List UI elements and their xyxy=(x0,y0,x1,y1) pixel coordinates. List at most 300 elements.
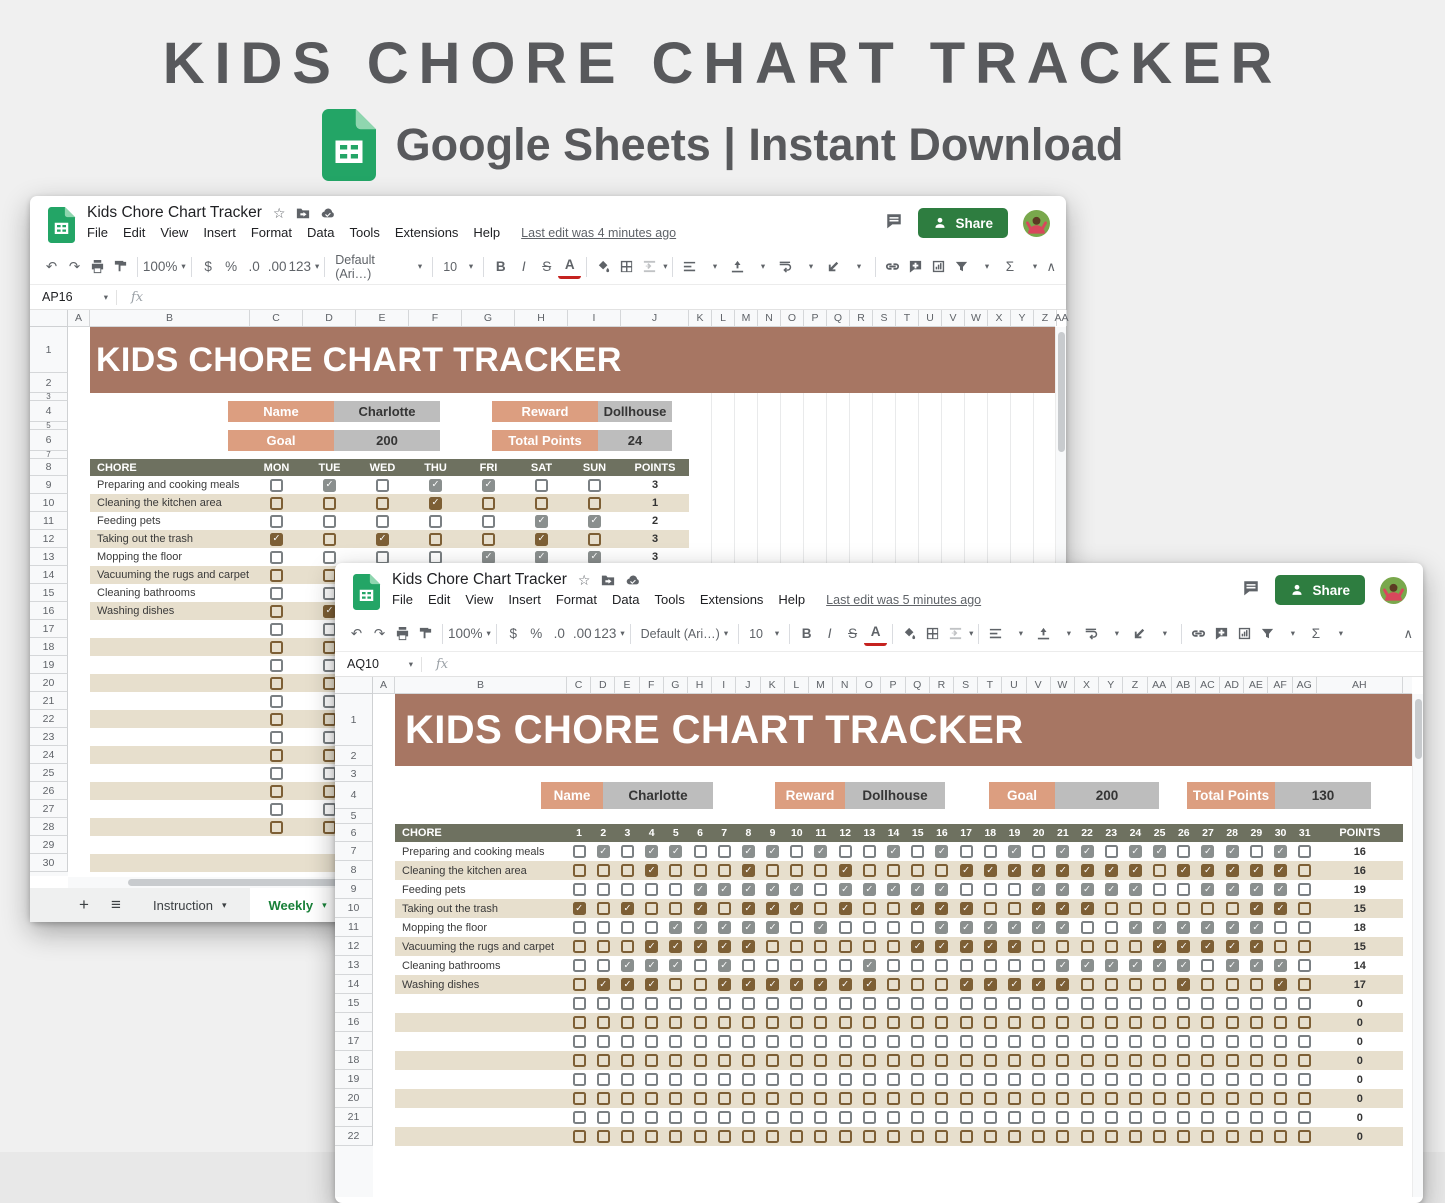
checkbox-day-2[interactable] xyxy=(597,1130,610,1143)
column-header[interactable]: O xyxy=(857,677,881,693)
row-header[interactable]: 18 xyxy=(30,638,68,656)
checkbox-day-14[interactable] xyxy=(887,1130,900,1143)
checkbox-day-12[interactable] xyxy=(839,997,852,1010)
checkbox-day-4[interactable]: ✓ xyxy=(645,845,658,858)
row-header[interactable]: 11 xyxy=(335,918,373,937)
checkbox-day-15[interactable] xyxy=(911,1016,924,1029)
column-header[interactable]: AH xyxy=(1317,677,1403,693)
checkbox-day-24[interactable] xyxy=(1129,1130,1142,1143)
column-header[interactable]: G xyxy=(664,677,688,693)
column-header[interactable]: U xyxy=(1002,677,1026,693)
row-header[interactable]: 17 xyxy=(335,1032,373,1051)
checkbox-day-22[interactable] xyxy=(1081,1016,1094,1029)
menu-item-format[interactable]: Format xyxy=(555,592,597,607)
checkbox-day-1[interactable]: ✓ xyxy=(573,902,586,915)
checkbox-day-9[interactable] xyxy=(766,997,779,1010)
checkbox-day-13[interactable] xyxy=(863,864,876,877)
checkbox-day-11[interactable] xyxy=(814,1016,827,1029)
checkbox-day-7[interactable] xyxy=(718,864,731,877)
bold-icon[interactable]: B xyxy=(495,259,506,274)
checkbox-day-18[interactable]: ✓ xyxy=(984,864,997,877)
checkbox-day-24[interactable]: ✓ xyxy=(1129,959,1142,972)
checkbox-day-15[interactable] xyxy=(911,978,924,991)
checkbox-day-19[interactable]: ✓ xyxy=(1008,864,1021,877)
checkbox-day-17[interactable]: ✓ xyxy=(960,921,973,934)
checkbox-day-13[interactable] xyxy=(863,997,876,1010)
checkbox-day-26[interactable]: ✓ xyxy=(1177,921,1190,934)
row-header[interactable]: 8 xyxy=(30,459,68,476)
row-header[interactable]: 1 xyxy=(30,327,68,373)
checkbox-day-24[interactable]: ✓ xyxy=(1129,883,1142,896)
checkbox-day-26[interactable] xyxy=(1177,1054,1190,1067)
checkbox-day-12[interactable] xyxy=(839,1073,852,1086)
checkbox-day-12[interactable] xyxy=(839,921,852,934)
checkbox-day-4[interactable] xyxy=(645,1092,658,1105)
checkbox-day-11[interactable] xyxy=(814,1073,827,1086)
checkbox-day-31[interactable] xyxy=(1298,864,1311,877)
checkbox-day-10[interactable]: ✓ xyxy=(790,978,803,991)
checkbox-day-11[interactable]: ✓ xyxy=(814,845,827,858)
checkbox-day-16[interactable]: ✓ xyxy=(935,883,948,896)
checkbox-day-16[interactable]: ✓ xyxy=(935,845,948,858)
checkbox-day-29[interactable]: ✓ xyxy=(1250,959,1263,972)
column-header[interactable]: H xyxy=(515,310,568,326)
row-header[interactable]: 9 xyxy=(335,880,373,899)
menu-item-help[interactable]: Help xyxy=(778,592,806,607)
checkbox-day-29[interactable] xyxy=(1250,1092,1263,1105)
checkbox-day-4[interactable]: ✓ xyxy=(645,864,658,877)
checkbox-day-1[interactable] xyxy=(573,1092,586,1105)
checkbox-day-19[interactable] xyxy=(1008,1054,1021,1067)
checkbox-day-1[interactable] xyxy=(573,940,586,953)
checkbox-day-29[interactable]: ✓ xyxy=(1250,883,1263,896)
strikethrough-icon[interactable]: S xyxy=(848,626,858,641)
checkbox-day-22[interactable]: ✓ xyxy=(1081,864,1094,877)
checkbox-day-16[interactable] xyxy=(935,1073,948,1086)
row-header[interactable]: 19 xyxy=(335,1070,373,1089)
row-header[interactable]: 1 xyxy=(335,694,373,746)
checkbox-day-10[interactable] xyxy=(790,921,803,934)
column-header[interactable]: T xyxy=(896,310,919,326)
checkbox-day-31[interactable] xyxy=(1298,978,1311,991)
chevron-down-icon[interactable]: ▾ xyxy=(808,261,814,271)
checkbox-day-20[interactable] xyxy=(1032,1035,1045,1048)
checkbox-day-21[interactable]: ✓ xyxy=(1056,959,1069,972)
checkbox-day-20[interactable]: ✓ xyxy=(1032,978,1045,991)
chevron-down-icon[interactable]: ▾ xyxy=(1290,628,1296,638)
column-header[interactable]: A xyxy=(373,677,395,693)
checkbox-day-8[interactable] xyxy=(742,1073,755,1086)
checkbox-day-6[interactable]: ✓ xyxy=(535,551,548,564)
checkbox-day-28[interactable] xyxy=(1226,1092,1239,1105)
checkbox-day-3[interactable]: ✓ xyxy=(621,978,634,991)
checkbox-day-12[interactable] xyxy=(839,940,852,953)
checkbox-day-16[interactable] xyxy=(935,1035,948,1048)
checkbox-day-2[interactable]: ✓ xyxy=(323,479,336,492)
checkbox-day-4[interactable] xyxy=(645,1111,658,1124)
column-header[interactable]: AC xyxy=(1196,677,1220,693)
checkbox-day-5[interactable] xyxy=(669,1054,682,1067)
checkbox-day-18[interactable] xyxy=(984,1130,997,1143)
percent-format-icon[interactable]: % xyxy=(225,259,238,274)
add-sheet-icon[interactable]: + xyxy=(79,895,89,914)
functions-icon[interactable]: Σ xyxy=(1005,259,1015,274)
checkbox-day-30[interactable] xyxy=(1274,1092,1287,1105)
checkbox-day-19[interactable]: ✓ xyxy=(1008,978,1021,991)
info-value-cell[interactable]: Dollhouse xyxy=(845,782,945,809)
menu-item-tools[interactable]: Tools xyxy=(654,592,685,607)
checkbox-day-22[interactable]: ✓ xyxy=(1081,902,1094,915)
checkbox-day-19[interactable] xyxy=(1008,1092,1021,1105)
row-header[interactable]: 7 xyxy=(30,451,68,459)
checkbox-day-15[interactable]: ✓ xyxy=(911,902,924,915)
checkbox-day-24[interactable] xyxy=(1129,902,1142,915)
checkbox-day-17[interactable] xyxy=(960,1035,973,1048)
checkbox-day-17[interactable] xyxy=(960,1054,973,1067)
insert-link-icon[interactable] xyxy=(881,255,904,279)
checkbox-day-5[interactable] xyxy=(482,515,495,528)
checkbox-day-6[interactable]: ✓ xyxy=(694,940,707,953)
checkbox-day-31[interactable] xyxy=(1298,902,1311,915)
column-header[interactable]: AG xyxy=(1293,677,1317,693)
checkbox-day-7[interactable]: ✓ xyxy=(718,921,731,934)
sheet-tab-instruction[interactable] xyxy=(134,888,246,922)
column-header[interactable]: N xyxy=(833,677,857,693)
checkbox-day-28[interactable]: ✓ xyxy=(1226,845,1239,858)
checkbox-day-28[interactable] xyxy=(1226,978,1239,991)
checkbox-day-25[interactable]: ✓ xyxy=(1153,940,1166,953)
checkbox-day-30[interactable] xyxy=(1274,1035,1287,1048)
checkbox-day-31[interactable] xyxy=(1298,1130,1311,1143)
row-header[interactable]: 5 xyxy=(30,422,68,430)
checkbox-day-18[interactable] xyxy=(984,883,997,896)
checkbox-day-28[interactable] xyxy=(1226,1130,1239,1143)
checkbox-day-2[interactable] xyxy=(597,902,610,915)
column-header[interactable]: P xyxy=(804,310,827,326)
row-header[interactable]: 22 xyxy=(30,710,68,728)
currency-format-icon[interactable]: $ xyxy=(204,259,212,274)
checkbox-day-4[interactable] xyxy=(645,883,658,896)
checkbox-day-3[interactable]: ✓ xyxy=(621,959,634,972)
checkbox-day-19[interactable]: ✓ xyxy=(1008,940,1021,953)
checkbox-day-26[interactable] xyxy=(1177,1073,1190,1086)
checkbox-day-3[interactable] xyxy=(376,551,389,564)
checkbox-day-8[interactable] xyxy=(742,1054,755,1067)
checkbox-day-31[interactable] xyxy=(1298,845,1311,858)
checkbox-day-25[interactable] xyxy=(1153,1035,1166,1048)
checkbox-day-13[interactable] xyxy=(863,1073,876,1086)
checkbox-day-2[interactable] xyxy=(323,533,336,546)
checkbox-day-11[interactable]: ✓ xyxy=(814,921,827,934)
checkbox-day-25[interactable] xyxy=(1153,1054,1166,1067)
checkbox-day-20[interactable] xyxy=(1032,940,1045,953)
menu-item-help[interactable]: Help xyxy=(473,225,501,240)
checkbox-day-13[interactable] xyxy=(863,902,876,915)
checkbox-day-23[interactable]: ✓ xyxy=(1105,959,1118,972)
checkbox-day-1[interactable] xyxy=(573,1016,586,1029)
checkbox-day-17[interactable] xyxy=(960,883,973,896)
checkbox-day-8[interactable]: ✓ xyxy=(742,940,755,953)
checkbox-day-22[interactable] xyxy=(1081,978,1094,991)
vertical-align-icon[interactable] xyxy=(1032,622,1055,646)
checkbox-day-18[interactable] xyxy=(984,902,997,915)
checkbox-day-17[interactable] xyxy=(960,1073,973,1086)
checkbox-day-7[interactable] xyxy=(588,497,601,510)
checkbox-day-4[interactable] xyxy=(645,902,658,915)
checkbox-day-1[interactable] xyxy=(270,731,283,744)
checkbox-day-21[interactable] xyxy=(1056,1035,1069,1048)
checkbox-day-24[interactable] xyxy=(1129,997,1142,1010)
checkbox-day-12[interactable] xyxy=(839,1111,852,1124)
checkbox-day-12[interactable]: ✓ xyxy=(839,978,852,991)
checkbox-day-8[interactable] xyxy=(742,959,755,972)
checkbox-day-16[interactable] xyxy=(935,1054,948,1067)
share-button[interactable] xyxy=(1275,575,1365,605)
filter-icon[interactable] xyxy=(950,255,973,279)
column-header[interactable]: U xyxy=(919,310,942,326)
checkbox-day-8[interactable]: ✓ xyxy=(742,864,755,877)
info-value-cell[interactable]: 130 xyxy=(1275,782,1371,809)
column-header[interactable]: Z xyxy=(1123,677,1147,693)
menu-item-extensions[interactable]: Extensions xyxy=(394,225,459,240)
checkbox-day-5[interactable]: ✓ xyxy=(482,551,495,564)
checkbox-day-14[interactable]: ✓ xyxy=(887,883,900,896)
checkbox-day-29[interactable] xyxy=(1250,845,1263,858)
checkbox-day-2[interactable] xyxy=(597,1054,610,1067)
checkbox-day-21[interactable]: ✓ xyxy=(1056,883,1069,896)
checkbox-day-18[interactable] xyxy=(984,1035,997,1048)
checkbox-day-31[interactable] xyxy=(1298,997,1311,1010)
checkbox-day-17[interactable] xyxy=(960,959,973,972)
column-header[interactable]: E xyxy=(356,310,409,326)
column-header[interactable]: B xyxy=(395,677,567,693)
checkbox-day-8[interactable]: ✓ xyxy=(742,845,755,858)
checkbox-day-5[interactable] xyxy=(669,864,682,877)
checkbox-day-23[interactable] xyxy=(1105,978,1118,991)
functions-icon[interactable]: Σ xyxy=(1311,626,1321,641)
checkbox-day-6[interactable] xyxy=(694,978,707,991)
checkbox-day-30[interactable]: ✓ xyxy=(1274,845,1287,858)
bold-icon[interactable]: B xyxy=(801,626,812,641)
fill-color-icon[interactable] xyxy=(592,255,615,279)
row-header[interactable]: 12 xyxy=(30,530,68,548)
checkbox-day-26[interactable] xyxy=(1177,1092,1190,1105)
checkbox-day-24[interactable] xyxy=(1129,1054,1142,1067)
checkbox-day-26[interactable]: ✓ xyxy=(1177,978,1190,991)
checkbox-day-15[interactable] xyxy=(911,1073,924,1086)
checkbox-day-25[interactable] xyxy=(1153,1130,1166,1143)
checkbox-day-23[interactable] xyxy=(1105,1111,1118,1124)
checkbox-day-15[interactable] xyxy=(911,864,924,877)
checkbox-day-19[interactable] xyxy=(1008,883,1021,896)
checkbox-day-3[interactable] xyxy=(621,1073,634,1086)
checkbox-day-1[interactable] xyxy=(270,641,283,654)
chevron-down-icon[interactable]: ▾ xyxy=(1018,628,1024,638)
checkbox-day-5[interactable]: ✓ xyxy=(669,921,682,934)
checkbox-day-9[interactable] xyxy=(766,1016,779,1029)
checkbox-day-12[interactable] xyxy=(839,1054,852,1067)
checkbox-day-10[interactable] xyxy=(790,1073,803,1086)
checkbox-day-9[interactable] xyxy=(766,940,779,953)
checkbox-day-28[interactable]: ✓ xyxy=(1226,959,1239,972)
checkbox-day-20[interactable]: ✓ xyxy=(1032,902,1045,915)
checkbox-day-26[interactable] xyxy=(1177,1035,1190,1048)
checkbox-day-18[interactable]: ✓ xyxy=(984,978,997,991)
decrease-decimals-icon[interactable]: .0 xyxy=(553,626,565,641)
checkbox-day-16[interactable] xyxy=(935,1130,948,1143)
menu-item-edit[interactable]: Edit xyxy=(427,592,451,607)
column-header[interactable]: AA xyxy=(1148,677,1172,693)
column-header[interactable]: L xyxy=(712,310,735,326)
checkbox-day-7[interactable]: ✓ xyxy=(718,940,731,953)
checkbox-day-4[interactable] xyxy=(645,1130,658,1143)
checkbox-day-20[interactable] xyxy=(1032,1054,1045,1067)
checkbox-day-16[interactable] xyxy=(935,997,948,1010)
percent-format-icon[interactable]: % xyxy=(530,626,543,641)
italic-icon[interactable]: I xyxy=(521,259,526,274)
merge-cells-icon[interactable] xyxy=(638,255,661,279)
checkbox-day-23[interactable] xyxy=(1105,1092,1118,1105)
checkbox-day-4[interactable] xyxy=(645,921,658,934)
checkbox-day-6[interactable]: ✓ xyxy=(694,902,707,915)
checkbox-day-16[interactable] xyxy=(935,978,948,991)
checkbox-day-10[interactable] xyxy=(790,940,803,953)
checkbox-day-7[interactable] xyxy=(718,1111,731,1124)
checkbox-day-11[interactable] xyxy=(814,959,827,972)
column-header[interactable]: W xyxy=(965,310,988,326)
checkbox-day-8[interactable]: ✓ xyxy=(742,978,755,991)
row-header[interactable]: 7 xyxy=(335,842,373,861)
checkbox-day-11[interactable] xyxy=(814,883,827,896)
checkbox-day-30[interactable] xyxy=(1274,1111,1287,1124)
column-header[interactable]: J xyxy=(736,677,760,693)
checkbox-day-4[interactable] xyxy=(429,533,442,546)
checkbox-day-6[interactable] xyxy=(535,479,548,492)
checkbox-day-21[interactable] xyxy=(1056,1073,1069,1086)
checkbox-day-27[interactable] xyxy=(1201,959,1214,972)
column-header[interactable]: V xyxy=(942,310,965,326)
checkbox-day-1[interactable] xyxy=(573,959,586,972)
checkbox-day-5[interactable]: ✓ xyxy=(669,940,682,953)
checkbox-day-13[interactable]: ✓ xyxy=(863,959,876,972)
checkbox-day-14[interactable] xyxy=(887,997,900,1010)
checkbox-day-9[interactable] xyxy=(766,1111,779,1124)
checkbox-day-24[interactable] xyxy=(1129,1073,1142,1086)
checkbox-day-7[interactable] xyxy=(718,1035,731,1048)
checkbox-day-7[interactable]: ✓ xyxy=(588,551,601,564)
checkbox-day-1[interactable] xyxy=(270,659,283,672)
checkbox-day-19[interactable] xyxy=(1008,1130,1021,1143)
checkbox-day-3[interactable] xyxy=(621,883,634,896)
checkbox-day-24[interactable] xyxy=(1129,940,1142,953)
checkbox-day-1[interactable] xyxy=(573,845,586,858)
checkbox-day-29[interactable]: ✓ xyxy=(1250,864,1263,877)
checkbox-day-14[interactable] xyxy=(887,1035,900,1048)
column-header[interactable]: M xyxy=(735,310,758,326)
checkbox-day-9[interactable] xyxy=(766,1073,779,1086)
zoom-select[interactable]: 100% ▾ xyxy=(142,259,186,274)
row-header[interactable]: 11 xyxy=(30,512,68,530)
checkbox-day-25[interactable] xyxy=(1153,1111,1166,1124)
checkbox-day-7[interactable] xyxy=(588,479,601,492)
checkbox-day-18[interactable] xyxy=(984,845,997,858)
checkbox-day-5[interactable] xyxy=(669,902,682,915)
checkbox-day-5[interactable] xyxy=(669,997,682,1010)
checkbox-day-13[interactable] xyxy=(863,921,876,934)
checkbox-day-24[interactable] xyxy=(1129,1111,1142,1124)
checkbox-day-31[interactable] xyxy=(1298,1073,1311,1086)
checkbox-day-17[interactable] xyxy=(960,997,973,1010)
column-header[interactable]: X xyxy=(988,310,1011,326)
checkbox-day-13[interactable] xyxy=(863,1035,876,1048)
decrease-decimals-icon[interactable]: .0 xyxy=(248,259,260,274)
chevron-down-icon[interactable]: ▾ xyxy=(984,261,990,271)
checkbox-day-10[interactable] xyxy=(790,845,803,858)
checkbox-day-4[interactable]: ✓ xyxy=(645,940,658,953)
checkbox-day-1[interactable] xyxy=(573,1111,586,1124)
checkbox-day-29[interactable] xyxy=(1250,1111,1263,1124)
row-header[interactable]: 5 xyxy=(335,809,373,824)
menu-item-data[interactable]: Data xyxy=(612,592,640,607)
checkbox-day-15[interactable] xyxy=(911,997,924,1010)
checkbox-day-18[interactable] xyxy=(984,1016,997,1029)
checkbox-day-26[interactable] xyxy=(1177,845,1190,858)
checkbox-day-11[interactable] xyxy=(814,1130,827,1143)
all-sheets-icon[interactable]: ≡ xyxy=(111,895,121,914)
checkbox-day-12[interactable]: ✓ xyxy=(839,902,852,915)
checkbox-day-19[interactable] xyxy=(1008,997,1021,1010)
checkbox-day-19[interactable] xyxy=(1008,1073,1021,1086)
checkbox-day-4[interactable] xyxy=(645,997,658,1010)
move-folder-icon[interactable] xyxy=(296,206,310,220)
checkbox-day-21[interactable] xyxy=(1056,1130,1069,1143)
row-header[interactable]: 8 xyxy=(335,861,373,880)
checkbox-day-23[interactable] xyxy=(1105,902,1118,915)
row-header[interactable]: 6 xyxy=(335,824,373,842)
checkbox-day-12[interactable] xyxy=(839,1035,852,1048)
checkbox-day-27[interactable]: ✓ xyxy=(1201,845,1214,858)
row-header[interactable]: 29 xyxy=(30,836,68,854)
checkbox-day-3[interactable] xyxy=(376,497,389,510)
checkbox-day-7[interactable]: ✓ xyxy=(588,515,601,528)
increase-decimals-icon[interactable]: .00 xyxy=(572,626,592,641)
checkbox-day-20[interactable] xyxy=(1032,1130,1045,1143)
checkbox-day-17[interactable]: ✓ xyxy=(960,940,973,953)
checkbox-day-22[interactable]: ✓ xyxy=(1081,845,1094,858)
info-value-cell[interactable]: 24 xyxy=(598,430,672,451)
checkbox-day-30[interactable]: ✓ xyxy=(1274,959,1287,972)
checkbox-day-15[interactable] xyxy=(911,1111,924,1124)
checkbox-day-12[interactable] xyxy=(839,845,852,858)
undo-icon[interactable]: ↶ xyxy=(350,625,363,641)
last-edit-link[interactable]: Last edit was 4 minutes ago xyxy=(521,225,677,240)
checkbox-day-29[interactable] xyxy=(1250,1016,1263,1029)
checkbox-day-23[interactable] xyxy=(1105,940,1118,953)
checkbox-day-11[interactable] xyxy=(814,997,827,1010)
menu-item-view[interactable]: View xyxy=(465,592,494,607)
checkbox-day-23[interactable] xyxy=(1105,997,1118,1010)
font-select[interactable]: Default (Ari…) ▾ xyxy=(640,626,729,641)
checkbox-day-3[interactable] xyxy=(621,1111,634,1124)
checkbox-day-3[interactable] xyxy=(621,864,634,877)
checkbox-day-15[interactable]: ✓ xyxy=(911,940,924,953)
checkbox-day-24[interactable]: ✓ xyxy=(1129,921,1142,934)
checkbox-day-25[interactable] xyxy=(1153,1016,1166,1029)
checkbox-day-27[interactable] xyxy=(1201,1111,1214,1124)
checkbox-day-28[interactable] xyxy=(1226,902,1239,915)
star-icon[interactable]: ☆ xyxy=(577,572,591,588)
column-header[interactable]: G xyxy=(462,310,515,326)
